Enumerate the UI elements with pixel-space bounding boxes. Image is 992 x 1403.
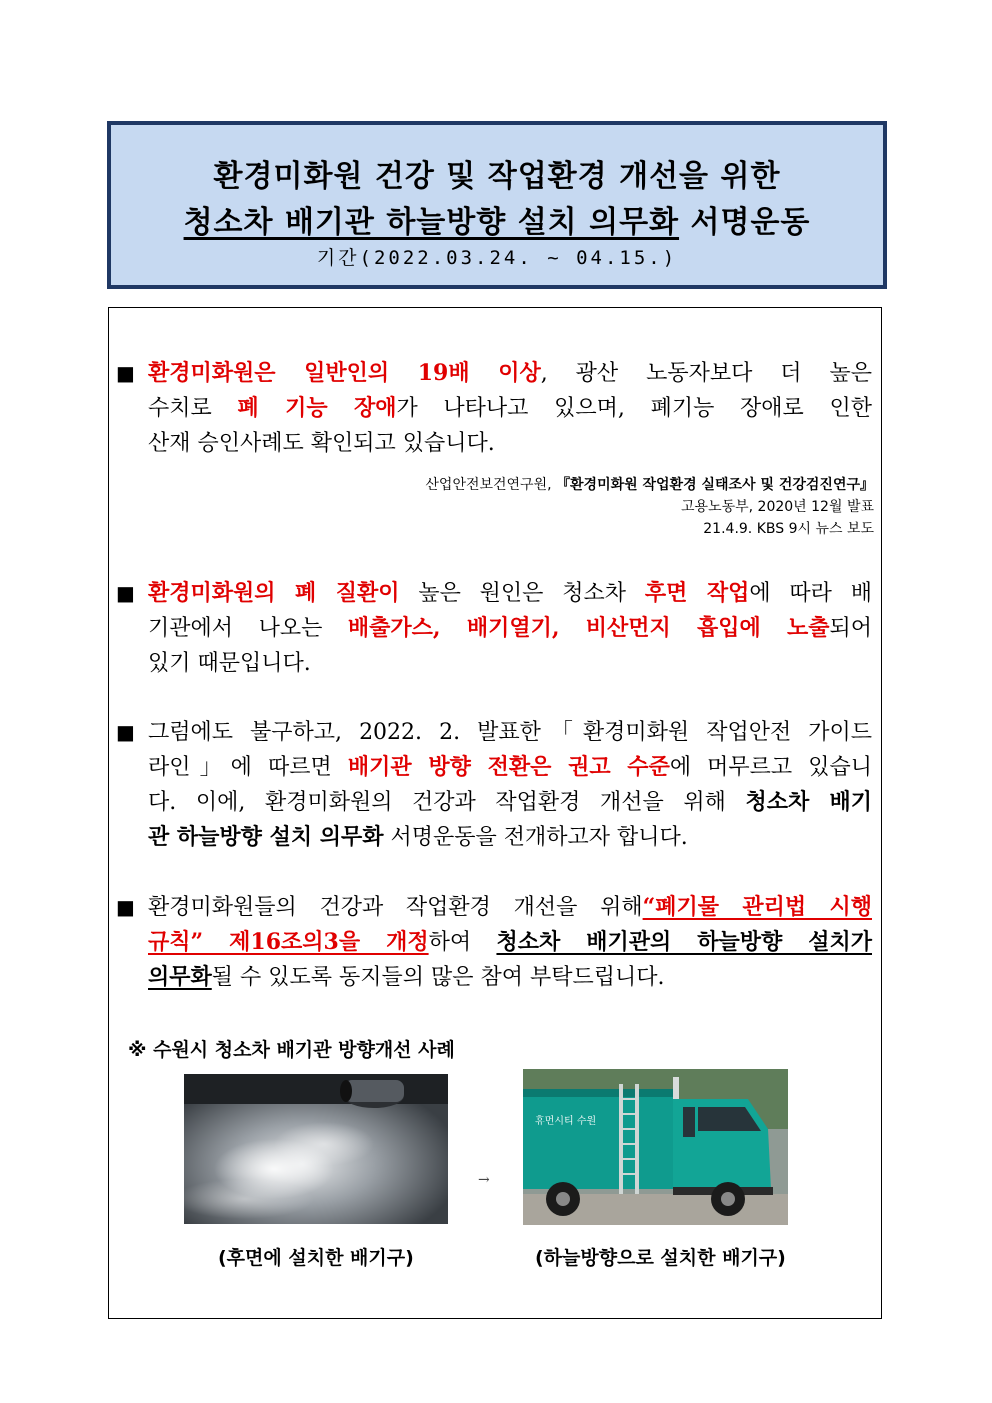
bullet-square: ■ (116, 895, 135, 919)
text: 환경미화원들의 건강과 작업환경 개선을 위해 (148, 895, 643, 920)
emphasis: 환경미화원의 폐 질환이 (148, 580, 400, 606)
emphasis: 환경미화원은 일반인의 19배 이상 (148, 360, 541, 386)
text: 가 나타나고 있으며, 폐기능 장애로 인한 (396, 396, 872, 421)
text: 되어 (829, 616, 872, 641)
law-reference: “폐기물 관리법 시행 (642, 894, 872, 920)
paragraph-1-line-2 (116, 391, 872, 426)
rear-exhaust-photo (184, 1074, 448, 1224)
emphasis: 후면 작업 (644, 580, 750, 606)
text: 기관에서 나오는 (148, 616, 348, 641)
paragraph-3-line-2 (116, 750, 872, 785)
paragraph-3-line-3 (116, 785, 872, 820)
paragraph-1-line-3: 산재 승인사례도 확인되고 있습니다. (148, 431, 495, 456)
paragraph-4 (116, 890, 872, 995)
bold-phrase: 의무화 (148, 964, 212, 990)
text: 수치로 (148, 396, 238, 421)
text: 산업안전보건연구원, (425, 477, 557, 493)
text: 높은 원인은 청소차 (399, 581, 645, 606)
garbage-truck-illustration (523, 1069, 788, 1225)
paragraph-2 (116, 576, 872, 681)
law-reference: 규칙” 제16조의3을 개정 (148, 929, 429, 955)
paragraph-2-line-3: 있기 때문입니다. (148, 651, 311, 676)
title-line-2-rest: 서명운동 (679, 205, 811, 240)
title-underlined-phrase: 청소차 배기관 하늘방향 설치 의무화 (183, 205, 680, 240)
truck-logo-text: 휴먼시티 수원 (535, 1116, 597, 1127)
caption-sky-exhaust: (하늘방향으로 설치한 배기구) (535, 1247, 786, 1269)
paragraph-3-line-4 (116, 820, 872, 855)
sky-exhaust-truck-photo (523, 1069, 788, 1225)
caption-rear-exhaust: (후면에 설치한 배기구) (218, 1247, 414, 1269)
paragraph-4-line-3 (116, 960, 872, 995)
title-box (107, 121, 887, 289)
text: 에 따라 배 (749, 581, 873, 606)
text: , 광산 노동자보다 더 높은 (540, 361, 872, 386)
bold-phrase: 관 하늘방향 설치 의무화 (148, 824, 384, 850)
citation-line-2: 고용노동부, 2020년 12월 발표 (681, 499, 874, 515)
paragraph-3-line-1: 그럼에도 불구하고, 2022. 2. 발표한「환경미화원 작업안전 가이드 (148, 720, 872, 745)
text: 다. 이에, 환경미화원의 건강과 작업환경 개선을 위해 (148, 790, 746, 815)
arrow-icon: → (478, 1172, 490, 1188)
bullet-square: ■ (116, 581, 135, 605)
citation-line-1 (425, 474, 874, 496)
paragraph-4-line-1 (116, 890, 872, 925)
emphasis: 배출가스, 배기열기, 비산먼지 흡입에 노출 (347, 615, 830, 641)
paragraph-1 (116, 356, 872, 461)
text: 에 머무르고 있습니 (669, 755, 872, 780)
text: 서명운동을 전개하고자 합니다. (383, 825, 688, 850)
paragraph-3 (116, 715, 872, 855)
bullet-square: ■ (116, 720, 135, 744)
report-title: 『환경미화원 작업환경 실태조사 및 건강검진연구』 (556, 477, 874, 493)
emphasis: 배기관 방향 전환은 권고 수준 (347, 754, 670, 780)
paragraph-4-line-2 (116, 925, 872, 960)
bold-phrase: 청소차 배기관의 하늘방향 설치가 (496, 929, 872, 955)
bold-phrase: 청소차 배기 (745, 789, 873, 815)
rear-exhaust-illustration (184, 1074, 448, 1224)
bullet-square: ■ (116, 361, 135, 385)
title-line-1: 환경미화원 건강 및 작업환경 개선을 위한 (213, 159, 781, 194)
citation-line-3: 21.4.9. KBS 9시 뉴스 보도 (703, 521, 874, 537)
paragraph-2-line-2 (116, 611, 872, 646)
campaign-period: 기간(2022.03.24. ~ 04.15.) (316, 247, 678, 269)
example-title: ※ 수원시 청소차 배기관 방향개선 사례 (128, 1039, 455, 1061)
paragraph-2-line-1 (116, 576, 872, 611)
citation (425, 474, 874, 540)
text: 될 수 있도록 동지들의 많은 참여 부탁드립니다. (211, 965, 665, 990)
title-line-2 (111, 197, 883, 241)
paragraph-1-line-1 (116, 356, 872, 391)
text: 라인」에 따르면 (148, 755, 348, 780)
text: 하여 (428, 930, 497, 955)
emphasis: 폐 기능 장애 (237, 395, 397, 421)
